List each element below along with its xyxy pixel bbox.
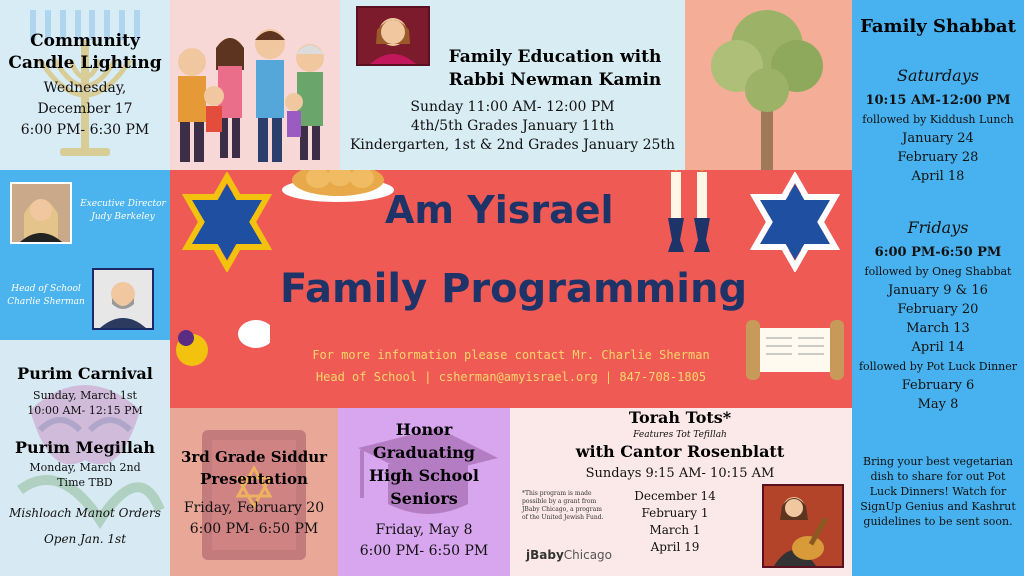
torah-tots-dates: [610, 488, 740, 556]
siddur-title-line-1: 3rd Grade Siddur: [180, 448, 328, 466]
education-time: Sunday 11:00 AM- 12:00 PM: [410, 99, 615, 115]
family-education-details: [340, 98, 685, 155]
saturdays-heading: Saturdays: [897, 66, 979, 85]
siddur-details: [170, 498, 338, 540]
torah-tots-time: Sundays 9:15 AM- 10:15 AM: [585, 466, 775, 481]
carnival-time: 10:00 AM- 12:15 PM: [27, 404, 143, 417]
education-title-line-1: Family Education with: [448, 47, 662, 67]
child-figure-1: [204, 86, 224, 132]
education-title-line-2: Rabbi Newman Kamin: [448, 70, 662, 90]
torah-tots-date: February 1: [641, 506, 709, 520]
honor-seniors-panel: [338, 408, 510, 576]
executive-director-photo: [10, 182, 72, 244]
torah-tots-subtitle: Features Tot Tefillah: [633, 430, 727, 440]
logo-bold-part: jBaby: [526, 548, 564, 562]
siddur-title-line-2: Presentation: [200, 470, 308, 488]
jbaby-chicago-logo: [526, 548, 612, 562]
candle-lighting-details: [0, 78, 170, 141]
megillah-time: Time TBD: [57, 476, 113, 489]
tree-icon: [685, 0, 852, 170]
cantor-photo: [762, 484, 844, 568]
staff-panel: [0, 170, 170, 340]
family-illustration: [170, 0, 340, 170]
friday-date: January 9 & 16: [888, 283, 988, 298]
oneg-note: followed by Oneg Shabbat: [864, 265, 1012, 278]
purim-carnival-title: Purim Carnival: [17, 364, 153, 383]
family-shabbat-title: Family Shabbat: [860, 16, 1016, 37]
purim-megillah-title: Purim Megillah: [15, 438, 155, 457]
siddur-time: 6:00 PM- 6:50 PM: [189, 521, 319, 537]
rabbi-portrait-icon: [358, 8, 428, 64]
honor-seniors-details: [338, 520, 510, 562]
prayer-book-icon: [170, 408, 338, 576]
candle-date: December 17: [37, 101, 133, 117]
honor-title-line-2: Graduating: [373, 443, 475, 462]
carnival-day: Sunday, March 1st: [33, 389, 137, 402]
candle-lighting-panel: [0, 0, 170, 170]
candle-lighting-title: [0, 30, 170, 74]
candle-title-line-2: Candle Lighting: [8, 53, 162, 73]
torah-tots-date: April 19: [650, 540, 700, 554]
megillah-day: Monday, March 2nd: [29, 461, 141, 474]
torah-tots-date: December 14: [634, 489, 716, 503]
star-of-david-icon: [182, 172, 272, 272]
candle-title-line-1: Community: [30, 31, 140, 51]
banner-title-line-2: Family Programming: [280, 266, 748, 312]
executive-director-name: Judy Berkeley: [91, 212, 155, 222]
friday-date: April 14: [911, 340, 965, 355]
torah-tots-title: Torah Tots*: [628, 408, 732, 427]
purim-panel: [0, 340, 170, 576]
friday-date: March 13: [906, 321, 970, 336]
main-banner: [170, 170, 852, 408]
kiddush-note: followed by Kiddush Lunch: [862, 113, 1014, 126]
fridays-heading: Fridays: [907, 218, 969, 237]
head-of-school-caption: [2, 283, 90, 309]
saturday-date: January 24: [902, 131, 974, 146]
potluck-date: February 6: [901, 378, 975, 393]
shabbat-candles-icon: [662, 170, 722, 256]
purim-carnival-details: [0, 388, 170, 418]
head-of-school-role: Head of School: [11, 284, 81, 294]
honor-title-line-4: Seniors: [390, 489, 458, 508]
guitar-player-icon: [764, 486, 842, 566]
candle-time: 6:00 PM- 6:30 PM: [20, 122, 150, 138]
tree-panel: [685, 0, 852, 170]
family-education-title: [430, 46, 680, 92]
torah-tots-cantor: with Cantor Rosenblatt: [575, 442, 785, 461]
purim-megillah-details: [0, 460, 170, 490]
head-of-school-photo: [92, 268, 154, 330]
rabbi-photo: [356, 6, 430, 66]
logo-rest-part: Chicago: [563, 548, 613, 562]
contact-line-1: For more information please contact Mr. Charlie Sherman: [312, 348, 710, 362]
saturday-date: February 28: [897, 150, 979, 165]
honor-time: 6:00 PM- 6:50 PM: [359, 543, 489, 559]
potluck-date: May 8: [917, 397, 959, 412]
person-portrait-icon: [12, 184, 70, 242]
grant-notice: *This program is made possible by a grant from JBaby Chicago, a program of the United Jewish Fund.: [522, 490, 604, 521]
torah-tots-panel: [510, 408, 852, 576]
challah-icon: [278, 170, 398, 206]
education-grades-line-1: 4th/5th Grades January 11th: [410, 118, 615, 134]
potluck-instructions: Bring your best vegetarian dish to share for out Pot Luck Dinners! Watch for SignUp Genius and Kashrut guidelines to be sent soon.: [860, 455, 1016, 528]
friday-date: February 20: [897, 302, 979, 317]
contact-line-2: Head of School | csherman@amyisrael.org | 847-708-1805: [315, 370, 707, 384]
grandpa-figure: [178, 48, 206, 162]
fridays-section: [852, 218, 1024, 414]
family-shabbat-panel: [852, 0, 1024, 576]
honor-title-line-3: High School: [369, 466, 479, 485]
honor-day: Friday, May 8: [375, 522, 473, 538]
honor-seniors-title: [338, 418, 510, 510]
fridays-time: 6:00 PM-6:50 PM: [874, 245, 1002, 260]
saturday-date: April 18: [911, 169, 965, 184]
torah-tots-date: March 1: [649, 523, 701, 537]
child-figure-2: [285, 93, 303, 137]
father-figure: [255, 29, 285, 162]
person-portrait-icon: [94, 270, 152, 328]
potluck-note: followed by Pot Luck Dinner: [858, 360, 1018, 373]
saturdays-section: [852, 66, 1024, 186]
siddur-title: [170, 446, 338, 490]
executive-director-role: Executive Director: [80, 199, 166, 209]
siddur-day: Friday, February 20: [183, 500, 325, 516]
banner-title-line-1: Am Yisrael: [385, 188, 614, 232]
education-grades-line-2: Kindergarten, 1st & 2nd Grades January 25th: [349, 137, 676, 153]
family-education-panel: [340, 0, 685, 170]
star-of-david-icon: [750, 172, 840, 272]
executive-director-caption: [78, 198, 168, 224]
siddur-presentation-panel: [170, 408, 338, 576]
candle-day: Wednesday,: [43, 80, 127, 96]
honor-title-line-1: Honor: [395, 420, 453, 439]
saturdays-time: 10:15 AM-12:00 PM: [865, 93, 1011, 108]
mishloach-manot-text: Mishloach Manot Orders: [9, 506, 161, 520]
family-illustration-panel: [170, 0, 340, 170]
head-of-school-name: Charlie Sherman: [7, 297, 85, 307]
orders-open-text: Open Jan. 1st: [43, 532, 127, 546]
